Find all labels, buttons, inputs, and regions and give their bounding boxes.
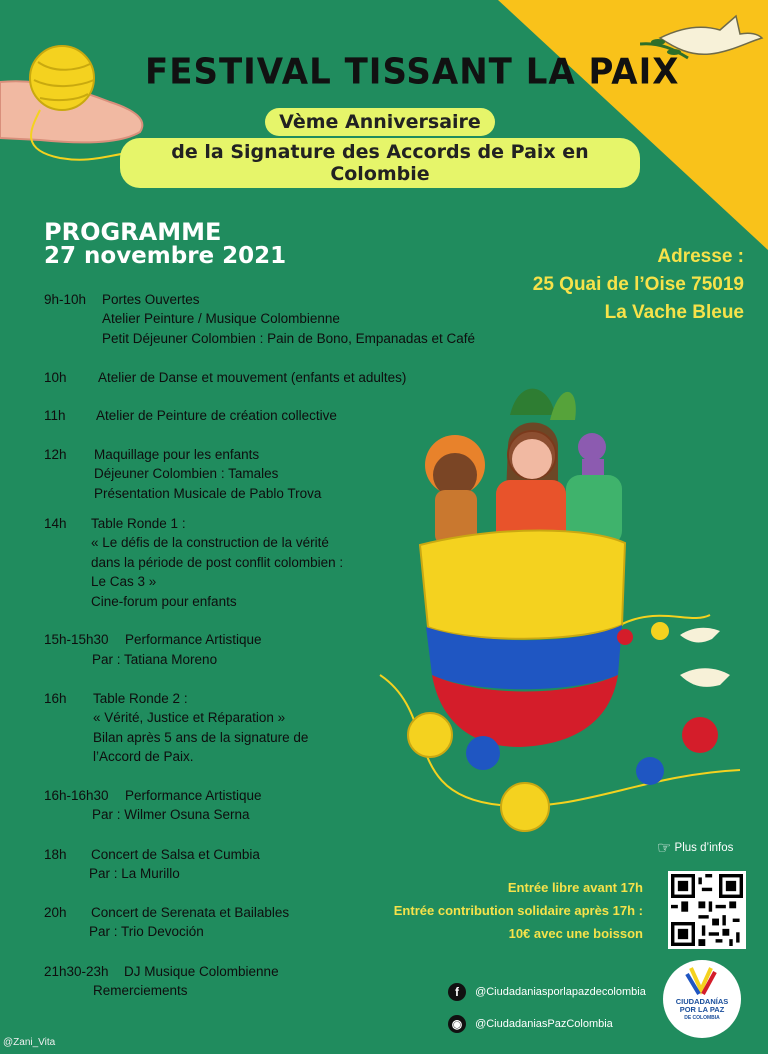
more-info-label <box>657 838 733 858</box>
logo-mark <box>663 960 741 1000</box>
organization-logo <box>663 960 741 1038</box>
qr-code[interactable] <box>668 871 746 949</box>
schedule-time: 9h-10h <box>44 292 87 307</box>
schedule-time: 10h <box>44 370 67 385</box>
schedule-line: Déjeuner Colombien : Tamales <box>94 466 279 481</box>
programme-heading <box>44 220 286 268</box>
facebook-link[interactable] <box>448 983 646 1001</box>
schedule-line: Performance Artistique <box>125 788 262 803</box>
instagram-handle: @CiudadaniasPazColombia <box>475 1017 613 1030</box>
schedule-line: Par : Trio Devoción <box>89 924 204 939</box>
banner-line-2: de la Signature des Accords de Paix en Colombie <box>120 138 640 188</box>
instagram-link[interactable] <box>448 1015 613 1033</box>
logo-line-2: POR LA PAZ <box>679 1005 725 1014</box>
address-label: Adresse : <box>657 246 744 267</box>
facebook-icon: f <box>448 983 466 1001</box>
entry-line-3: 10€ avec une boisson <box>508 926 643 941</box>
schedule-line: Petit Déjeuner Colombien : Pain de Bono, Empanadas et Café <box>102 331 475 346</box>
programme-date: 27 novembre 2021 <box>44 243 287 269</box>
entry-info <box>394 876 643 945</box>
logo-line-3: DE COLOMBIA <box>684 1015 720 1021</box>
artist-credit: @Zani_Vita <box>3 1037 56 1048</box>
programme-label: PROGRAMME <box>44 218 222 246</box>
schedule-time: 14h <box>44 516 67 531</box>
more-info-text: Plus d’infos <box>674 842 734 855</box>
schedule-time: 11h <box>44 408 66 423</box>
schedule-line: Concert de Salsa et Cumbia <box>91 847 260 862</box>
schedule-line: Atelier Peinture / Musique Colombienne <box>102 311 340 326</box>
schedule-line: « Vérité, Justice et Réparation » <box>93 710 286 725</box>
schedule-line: Présentation Musicale de Pablo Trova <box>94 486 322 501</box>
schedule-time: 21h30-23h <box>44 964 109 979</box>
schedule-line: Par : La Murillo <box>89 866 180 881</box>
schedule-time: 15h-15h30 <box>44 632 109 647</box>
logo-text <box>663 998 741 1022</box>
logo-line-1: CIUDADANÍAS <box>675 997 729 1006</box>
poster-title: FESTIVAL TISSANT LA PAIX <box>145 51 680 93</box>
schedule-line: Bilan après 5 ans de la signature de <box>93 730 309 745</box>
schedule-line: Table Ronde 1 : <box>91 516 186 531</box>
instagram-icon: ◉ <box>448 1015 466 1033</box>
schedule-time: 16h-16h30 <box>44 788 109 803</box>
schedule-time: 16h <box>44 691 67 706</box>
schedule-time: 12h <box>44 447 67 462</box>
schedule-line: Atelier de Peinture de création collective <box>96 408 337 423</box>
schedule-line: Concert de Serenata et Bailables <box>91 905 290 920</box>
address-street: 25 Quai de l’Oise 75019 <box>532 274 744 295</box>
schedule-line: Performance Artistique <box>125 632 262 647</box>
banner-line-1: Vème Anniversaire <box>265 108 495 136</box>
facebook-handle: @Ciudadaniasporlapazdecolombia <box>475 985 646 998</box>
pointing-hand-icon: ☞ <box>657 840 672 857</box>
schedule-line: Atelier de Danse et mouvement (enfants et adultes) <box>98 370 407 385</box>
schedule-line: Par : Wilmer Osuna Serna <box>92 807 250 822</box>
schedule-line: Maquillage pour les enfants <box>94 447 260 462</box>
address-venue: La Vache Bleue <box>604 302 744 323</box>
schedule-line: Remerciements <box>93 983 188 998</box>
anniversary-banner <box>120 108 640 190</box>
schedule-line: Le Cas 3 » <box>91 574 157 589</box>
entry-line-2: Entrée contribution solidaire après 17h : <box>393 903 643 918</box>
schedule-line: Table Ronde 2 : <box>93 691 188 706</box>
weaving-illustration <box>360 375 768 835</box>
address-block <box>533 243 744 327</box>
entry-line-1: Entrée libre avant 17h <box>507 880 643 895</box>
schedule-line: DJ Musique Colombienne <box>124 964 279 979</box>
schedule-line: Par : Tatiana Moreno <box>92 652 218 667</box>
schedule-line: dans la période de post conflit colombien : <box>91 555 344 570</box>
schedule-line: « Le défis de la construction de la vérité <box>91 535 329 550</box>
schedule-line: Cine-forum pour enfants <box>91 594 237 609</box>
schedule-time: 20h <box>44 905 67 920</box>
schedule-line: l’Accord de Paix. <box>93 749 194 764</box>
schedule-line: Portes Ouvertes <box>102 292 200 307</box>
schedule-time: 18h <box>44 847 67 862</box>
